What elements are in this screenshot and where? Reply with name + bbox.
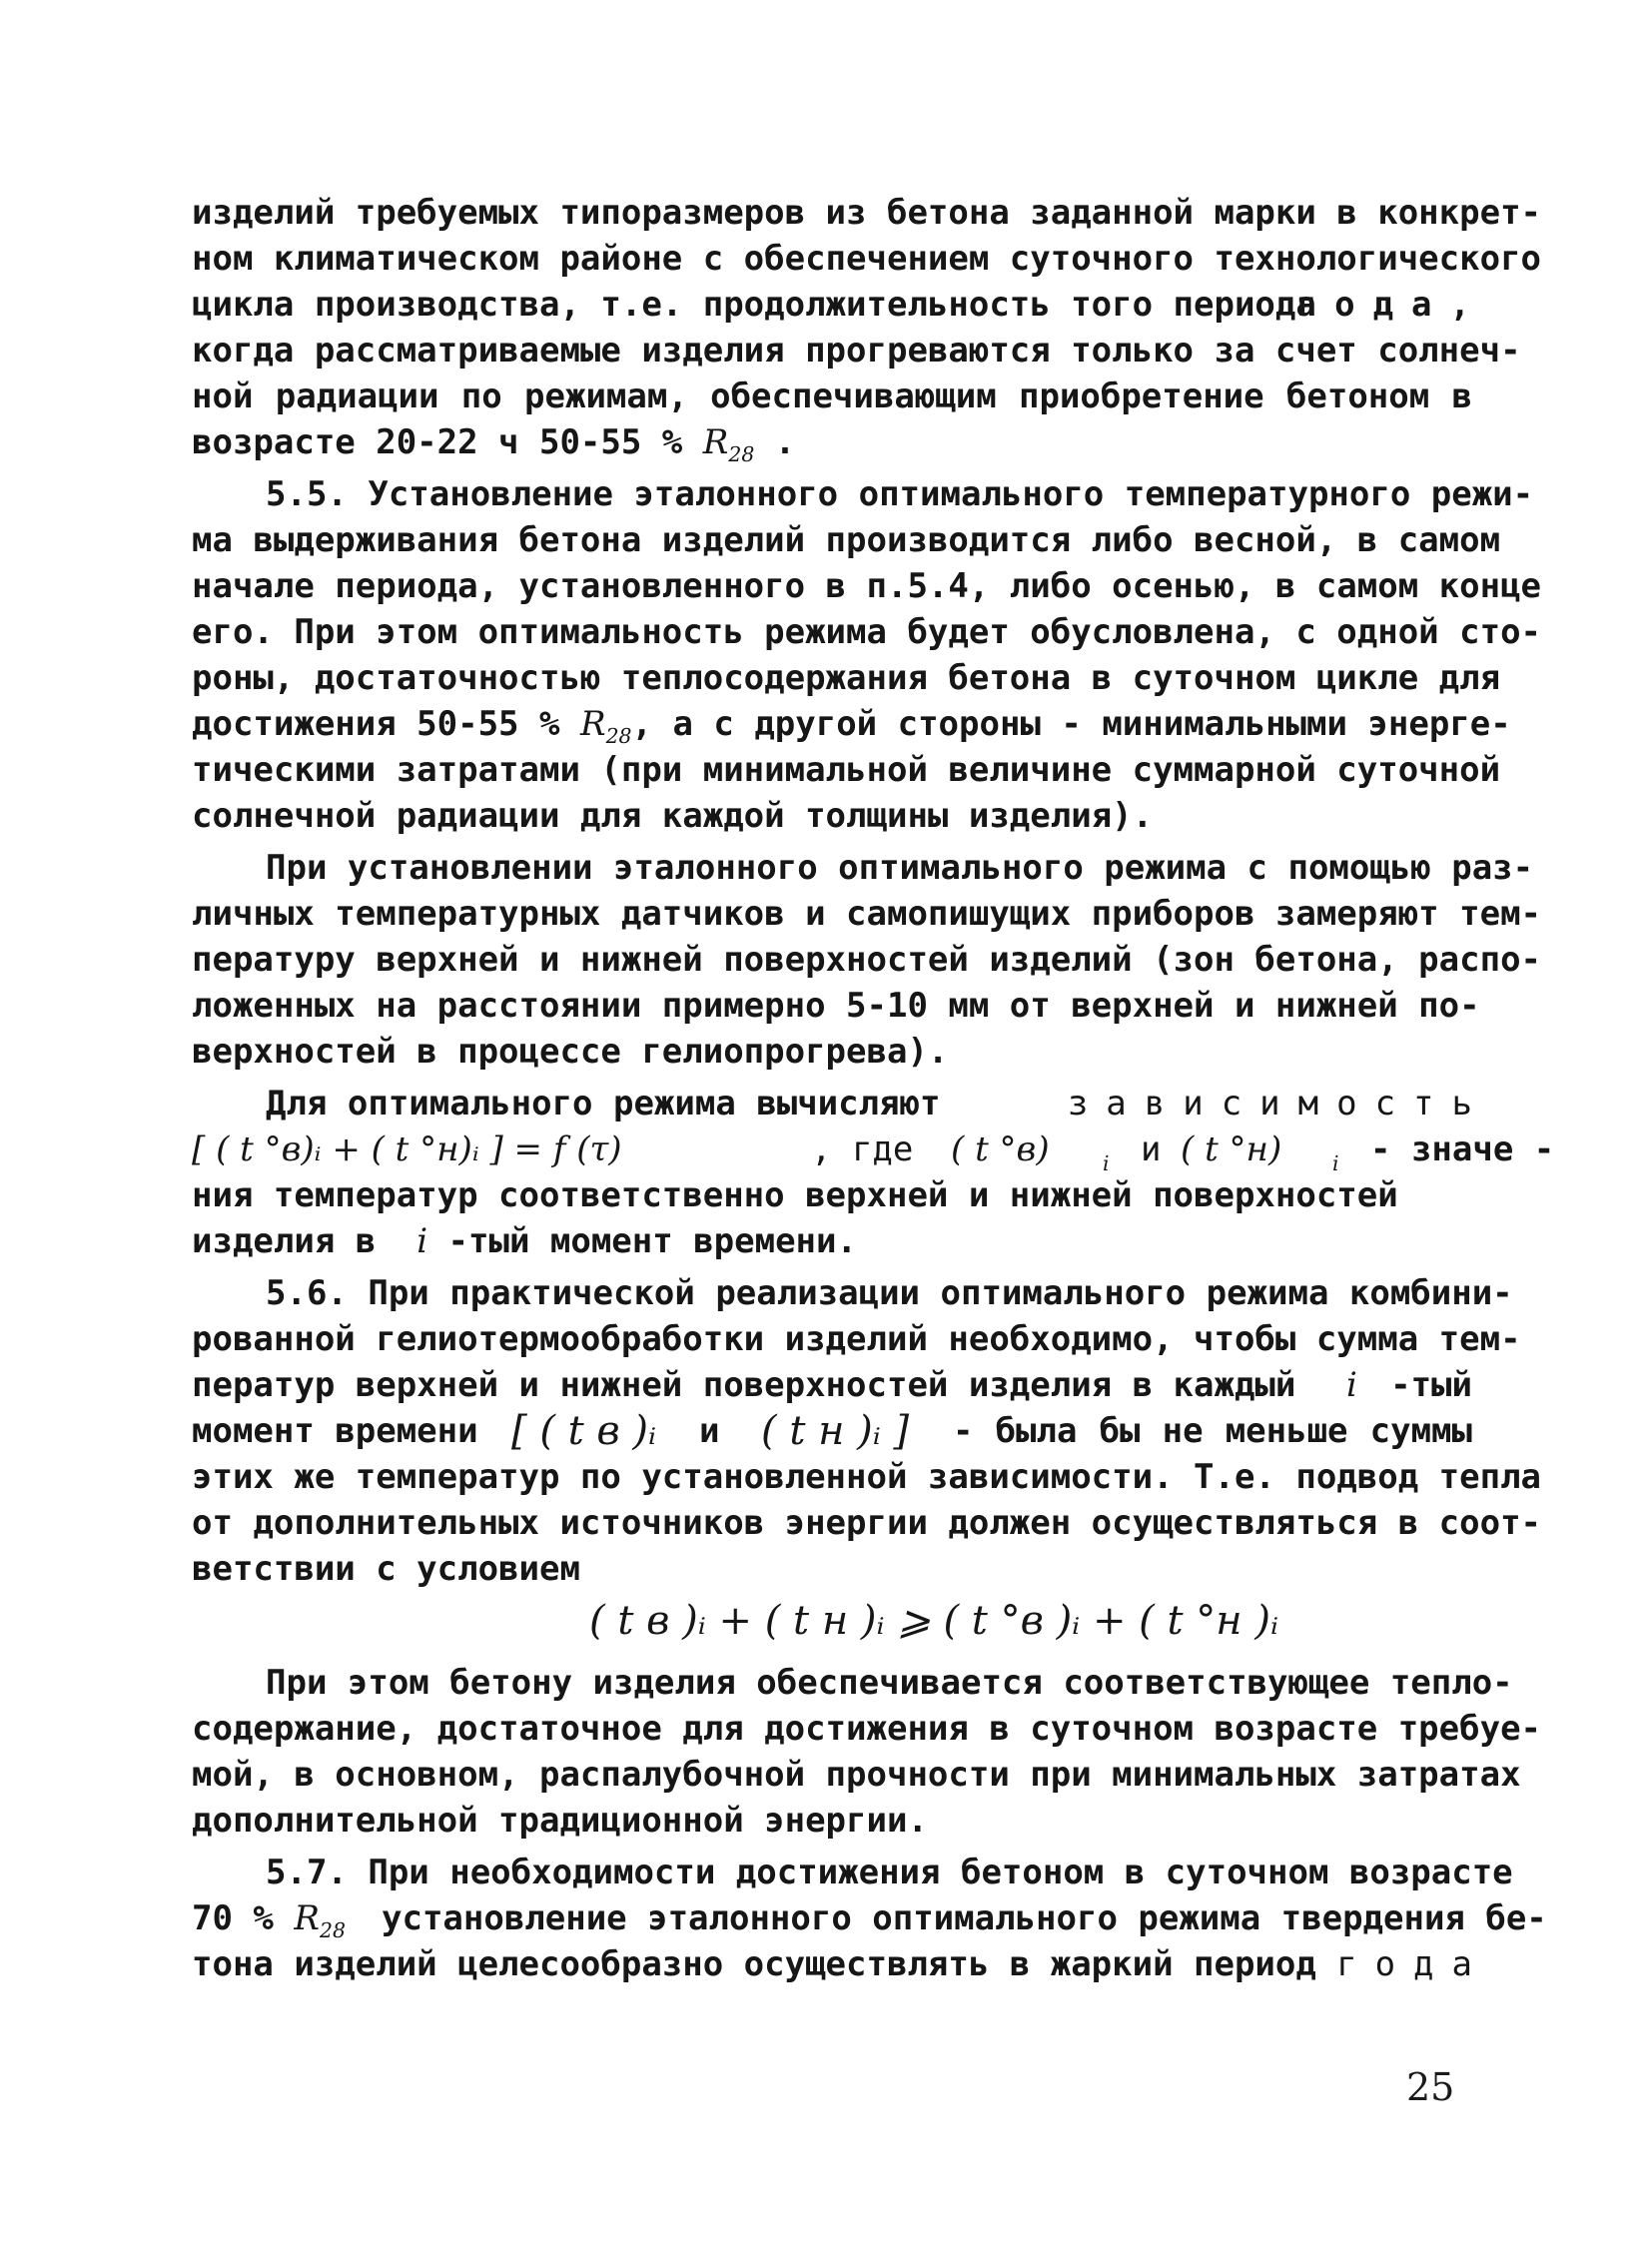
- text-line: содержание, достаточное для достижения в суточном возрасте требуе-: [192, 1709, 1542, 1749]
- text-line: При установлении эталонного оптимального режима с помощью раз-: [266, 848, 1534, 888]
- text-line: возрасте 20-22 ч 50-55 % $R_{28}$ .: [192, 422, 796, 466]
- text-line: 70 % $R_{28}$ установление эталонного оптимального режима твердения бе-: [192, 1898, 1547, 1942]
- text-line: изделий требуемых типоразмеров из бетона заданной марки в конкрет-: [192, 193, 1542, 233]
- paragraph-5-6: 5.6. При практической реализации оптимального режима комбини-: [266, 1273, 1513, 1313]
- text-line: от дополнительных источников энергии должен осуществляться в соот-: [192, 1503, 1542, 1543]
- text-line: момент времени [ ( t в )ᵢ и ( t н )ᵢ ] - была бы не меньше суммы: [192, 1408, 1472, 1454]
- text-line: верхностей в процессе гелиопрогрева).: [192, 1032, 949, 1072]
- text-line: достижения 50-55 % $R_{28}$, а с другой стороны - минимальными энерге-: [192, 704, 1511, 748]
- text-line: солнечной радиации для каждой толщины изделия).: [192, 796, 1154, 836]
- text-line: ператур верхней и нижней поверхностей изделия в каждый i -тый: [192, 1365, 1472, 1405]
- text-line: ложенных на расстоянии примерно 5-10 мм от верхней и нижней по-: [192, 986, 1480, 1026]
- text-line: рованной гелиотермообработки изделий необходимо, чтобы сумма тем-: [192, 1319, 1521, 1359]
- text-line: начале периода, установленного в п.5.4, либо осенью, в самом конце: [192, 566, 1542, 606]
- text-line: этих же температур по установленной зависимости. Т.е. подвод тепла: [192, 1457, 1542, 1497]
- condition-formula: ( t в )ᵢ + ( t н )ᵢ ⩾ ( t °в )ᵢ + ( t °н )ᵢ: [589, 1598, 1278, 1644]
- text-line: тона изделий целесообразно осуществлять в жаркий период года: [192, 1944, 1490, 1984]
- paragraph-5-7: 5.7. При необходимости достижения бетоном в суточном возрасте: [266, 1853, 1513, 1892]
- text-line: дополнительной традиционной энергии.: [192, 1801, 928, 1841]
- text-line: мой, в основном, распалубочной прочности при минимальных затратах: [192, 1755, 1521, 1795]
- dependency-line: [ ( t °в)ᵢ + ( t °н)ᵢ ] = f (τ) , где ( t °в) i и ( t °н) i - значе -: [192, 1129, 1555, 1175]
- text-line: ветствии с условием: [192, 1549, 580, 1589]
- text-line: тическими затратами (при минимальной величине суммарной суточной: [192, 750, 1501, 790]
- text-line: роны, достаточностью теплосодержания бетона в суточном цикле для: [192, 658, 1501, 698]
- text-line: ном климатическом районе с обеспечением суточного технологического: [192, 239, 1542, 279]
- symbol-r: R: [702, 422, 729, 462]
- text-line: ния температур соответственно верхней и нижней поверхностей: [192, 1175, 1398, 1215]
- text-line: Для оптимального режима вычисляют зависимость: [266, 1084, 1490, 1123]
- dependency-expression: [ ( t °в)ᵢ + ( t °н)ᵢ ] = f (τ): [192, 1129, 622, 1169]
- text-line: когда рассматриваемые изделия прогреваются только за счет солнеч-: [192, 331, 1521, 371]
- text-line: ма выдерживания бетона изделий производится либо весной, в самом: [192, 520, 1501, 560]
- text-line: ной радиации по режимам, обеспечивающим приобретение бетоном в: [192, 376, 1472, 416]
- text-line: изделия в i -тый момент времени.: [192, 1221, 857, 1261]
- text-line: личных температурных датчиков и самопишущих приборов замеряют тем-: [192, 894, 1542, 934]
- text-line: пературу верхней и нижней поверхностей изделий (зон бетона, распо-: [192, 940, 1542, 980]
- paragraph-5-5: 5.5. Установление эталонного оптимального температурного режи-: [266, 474, 1534, 514]
- text-line: цикла производства, т.е. продолжительность того периода года,: [192, 285, 1488, 325]
- text-line: его. При этом оптимальность режима будет обусловлена, с одной сто-: [192, 612, 1542, 652]
- text-line: При этом бетону изделия обеспечивается соответствующее тепло-: [266, 1663, 1513, 1703]
- page-number: 25: [1406, 2065, 1455, 2109]
